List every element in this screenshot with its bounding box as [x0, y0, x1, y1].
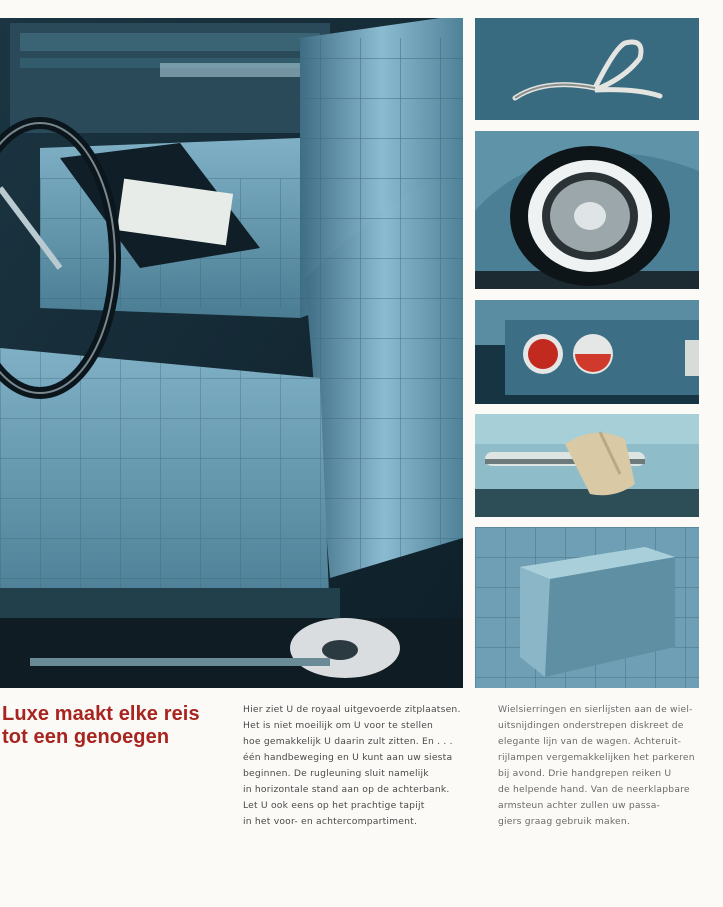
text-line: in horizontale stand aan op de achterbank.: [243, 784, 450, 795]
grab-handle-photo: [475, 414, 699, 517]
armrest-photo: [475, 527, 699, 688]
wheel-photo: [475, 131, 699, 289]
body-text-column-1: [243, 702, 473, 830]
headline: [2, 703, 232, 749]
text-line: hoe gemakkelijk U daarin zult zitten. En . . .: [243, 736, 453, 747]
car-interior-photo: [0, 18, 463, 688]
text-line: armsteun achter zullen uw passa-: [498, 800, 661, 811]
text-line: de helpende hand. Van de neerklapbare: [498, 784, 690, 795]
text-line: Wielsierringen en sierlijsten aan de wiel-: [498, 704, 693, 715]
body-text-column-2: [498, 702, 718, 830]
text-line: bij avond. Drie handgrepen reiken U: [498, 768, 672, 779]
text-line: één handbeweging en U kunt aan uw siesta: [243, 752, 453, 763]
text-line: in het voor- en achtercompartiment.: [243, 816, 418, 827]
text-line: Hier ziet U de royaal uitgevoerde zitplaatsen.: [243, 704, 461, 715]
text-line: rijlampen vergemakkelijken het parkeren: [498, 752, 695, 763]
text-line: giers graag gebruik maken.: [498, 816, 631, 827]
text-line: elegante lijn van de wagen. Achteruit-: [498, 736, 682, 747]
text-line: beginnen. De rugleuning sluit namelijk: [243, 768, 429, 779]
text-line: Let U ook eens op het prachtige tapijt: [243, 800, 425, 811]
text-line: uitsnijdingen onderstrepen diskreet de: [498, 720, 684, 731]
tail-lamps-photo: [475, 300, 699, 404]
headline-line-2: tot een genoegen: [2, 726, 170, 748]
emblem-photo: [475, 18, 699, 120]
headline-line-1: Luxe maakt elke reis: [2, 703, 200, 725]
text-line: Het is niet moeilijk om U voor te stellen: [243, 720, 434, 731]
